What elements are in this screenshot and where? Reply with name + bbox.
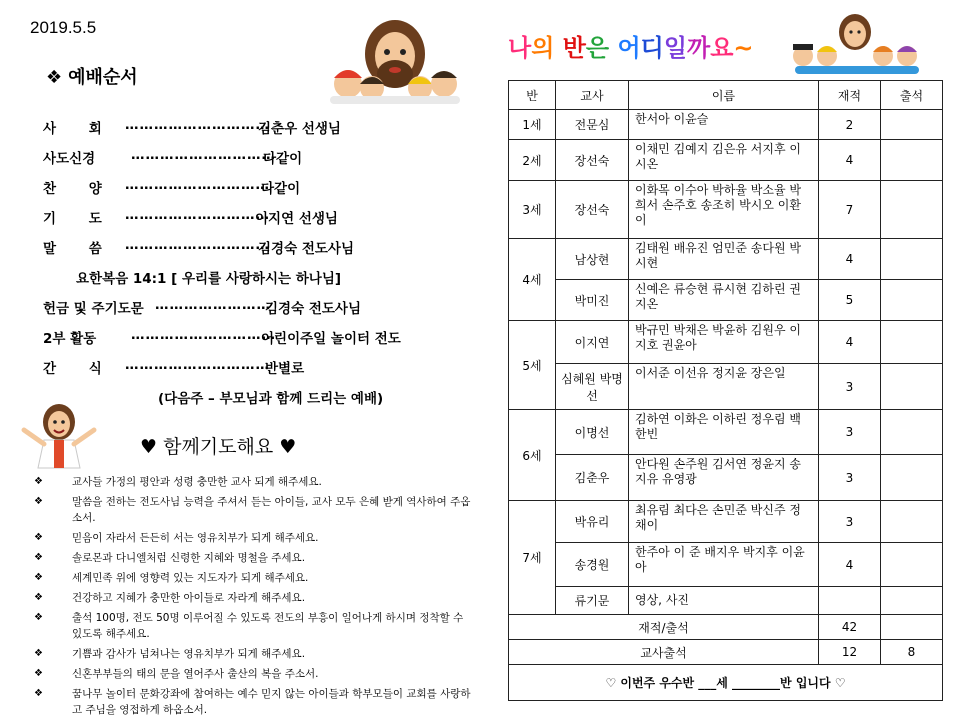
title-char: 일 <box>663 34 688 62</box>
names-cell: 최유림 최다은 손민준 박신주 정채이 <box>629 501 819 543</box>
prayer-item <box>34 494 474 526</box>
worship-item-value: 이지연 선생님 <box>255 211 338 227</box>
names-cell: 이서준 이선유 정지윤 장은일 <box>629 364 819 410</box>
total-attendance[interactable] <box>881 615 943 640</box>
names-cell: 영상, 사진 <box>629 587 819 615</box>
worship-item-value: 김춘우 선생님 <box>258 121 341 137</box>
teacher-cell: 박유리 <box>556 501 629 543</box>
table-row <box>509 587 943 615</box>
bullet-icon: ❖ <box>34 592 43 603</box>
teacher-cell: 장선숙 <box>556 181 629 239</box>
prayer-text: 기쁨과 감사가 넘쳐나는 영유치부가 되게 해주세요. <box>72 648 306 660</box>
teacher-cell: 전문심 <box>556 110 629 140</box>
worship-item-label: 기 도 <box>43 211 116 227</box>
class-cell: 6세 <box>509 410 556 501</box>
table-row <box>509 543 943 587</box>
worship-item-value: 다같이 <box>263 151 303 167</box>
attendance-cell[interactable] <box>881 239 943 280</box>
enrolled-cell: 2 <box>819 110 881 140</box>
names-cell: 이채민 김예지 김은유 서지후 이시온 <box>629 140 819 181</box>
header-names: 이름 <box>629 81 819 110</box>
prayer-text: 교사들 가정의 평안과 성령 충만한 교사 되게 해주세요. <box>72 476 322 488</box>
worship-item-dots: ………………………… <box>125 117 270 133</box>
prayer-text: 세계민족 위에 영향력 있는 지도자가 되게 해주세요. <box>72 572 309 584</box>
title-char: 나 <box>508 34 532 62</box>
bullet-icon: ❖ <box>34 532 43 543</box>
names-cell: 이화목 이수아 박하율 박소율 박희서 손주호 송조히 박시오 이환이 <box>629 181 819 239</box>
enrolled-cell: 3 <box>819 410 881 455</box>
table-row <box>509 364 943 410</box>
worship-item-dots: ………………………… <box>131 147 276 163</box>
bullet-icon: ❖ <box>34 496 43 507</box>
worship-item-value: 반별로 <box>265 361 305 377</box>
names-cell: 안다원 손주원 김서연 정윤지 송지유 유영광 <box>629 455 819 501</box>
enrolled-cell: 7 <box>819 181 881 239</box>
worship-item <box>43 147 423 177</box>
heart-icon: ♥ <box>279 436 297 458</box>
header-enrolled: 재적 <box>819 81 881 110</box>
worship-item-label: 말 씀 <box>43 241 116 257</box>
class-section-title <box>508 28 754 63</box>
worship-order-title <box>46 63 138 89</box>
bullet-icon: ❖ <box>34 476 43 487</box>
header-class: 반 <box>509 81 556 110</box>
worship-item <box>43 207 423 237</box>
bullet-icon: ❖ <box>34 572 43 583</box>
names-cell: 신예은 류승현 류시현 김하린 권지온 <box>629 280 819 321</box>
bullet-icon: ❖ <box>34 668 43 679</box>
teacher-cell: 이지연 <box>556 321 629 364</box>
table-row <box>509 140 943 181</box>
prayer-text: 신혼부부들의 태의 문을 열어주사 출산의 복을 주소서. <box>72 668 319 680</box>
title-char: 디 <box>640 34 664 62</box>
attendance-cell[interactable] <box>881 181 943 239</box>
heart-icon: ♥ <box>140 436 158 458</box>
scripture-text: 요한복음 14:1 [ 우리를 사랑하시는 하나님] <box>76 271 342 287</box>
title-char: 은 <box>585 34 610 62</box>
table-row <box>509 410 943 455</box>
table-row <box>509 501 943 543</box>
table-row <box>509 239 943 280</box>
prayer-item <box>34 550 474 566</box>
enrolled-cell: 4 <box>819 543 881 587</box>
prayer-item <box>34 686 474 718</box>
bullet-icon: ❖ <box>34 552 43 563</box>
attendance-cell[interactable] <box>881 140 943 181</box>
total-enrolled: 42 <box>819 615 881 640</box>
next-week-note: (다음주 – 부모님과 함께 드리는 예배) <box>158 391 384 407</box>
teacher-attendance: 8 <box>881 640 943 665</box>
class-cell: 7세 <box>509 501 556 615</box>
teacher-cell: 장선숙 <box>556 140 629 181</box>
worship-item-dots: ………………………… <box>125 237 270 253</box>
worship-item-label: 간 식 <box>43 361 116 377</box>
title-char: 요 <box>710 34 734 62</box>
attendance-cell <box>881 587 943 615</box>
table-row <box>509 181 943 239</box>
title-char: 의 <box>531 34 555 62</box>
scripture-line <box>43 267 423 297</box>
table-row <box>509 455 943 501</box>
best-class-note: ♡ 이번주 우수반 ___세 ________반 입니다 ♡ <box>509 665 943 701</box>
enrolled-cell: 3 <box>819 501 881 543</box>
prayer-item <box>34 610 474 642</box>
attendance-cell[interactable] <box>881 455 943 501</box>
teacher-attendance-label: 교사출석 <box>509 640 819 665</box>
prayer-list <box>34 474 474 720</box>
teacher-cell: 김춘우 <box>556 455 629 501</box>
worship-item <box>43 357 423 387</box>
total-label: 재적/출석 <box>509 615 819 640</box>
worship-item-value: 김경숙 전도사님 <box>265 301 361 317</box>
attendance-cell[interactable] <box>881 280 943 321</box>
footer-row <box>509 665 943 701</box>
jesus-kids-illustration <box>785 10 925 76</box>
table-row <box>509 321 943 364</box>
teacher-cell: 심혜원 박명선 <box>556 364 629 410</box>
prayer-item <box>34 590 474 606</box>
title-bullet-icon: ❖ <box>46 67 63 88</box>
teacher-cell: 송경원 <box>556 543 629 587</box>
attendance-cell[interactable] <box>881 501 943 543</box>
class-cell: 2세 <box>509 140 556 181</box>
prayer-text: 꿈나무 놀이터 문화강좌에 참여하는 예수 믿지 않는 아이들과 학부모들이 교회를 사랑하고 주님을 영접하게 하옵소서. <box>72 688 471 716</box>
teacher-attendance-row <box>509 640 943 665</box>
attendance-cell[interactable] <box>881 543 943 587</box>
attendance-cell[interactable] <box>881 364 943 410</box>
title-char: 까 <box>687 34 711 62</box>
prayer-text: 출석 100명, 전도 50명 이루어질 수 있도록 전도의 부흥이 일어나게 하시며 정착할 수 있도록 해주세요. <box>72 612 464 640</box>
prayer-item <box>34 570 474 586</box>
worship-item-value: 김경숙 전도사님 <box>258 241 354 257</box>
jesus-cartoon-illustration <box>14 400 104 470</box>
bullet-icon: ❖ <box>34 612 43 623</box>
prayer-title <box>140 432 296 459</box>
title-char <box>609 34 617 62</box>
table-row <box>509 110 943 140</box>
teacher-cell: 박미진 <box>556 280 629 321</box>
title-char <box>554 34 562 62</box>
attendance-cell[interactable] <box>881 110 943 140</box>
title-char: ~ <box>733 34 754 62</box>
names-cell: 김하연 이화은 이하린 정우림 백한빈 <box>629 410 819 455</box>
names-cell: 한주아 이 준 배지우 박지후 이윤아 <box>629 543 819 587</box>
teacher-enrolled: 12 <box>819 640 881 665</box>
names-cell: 박규민 박채은 박윤하 김원우 이지호 권윤아 <box>629 321 819 364</box>
worship-item-dots: …………………… <box>155 297 271 313</box>
date: 2019.5.5 <box>30 18 97 37</box>
worship-item <box>43 237 423 267</box>
enrolled-cell <box>819 587 881 615</box>
bullet-icon: ❖ <box>34 648 43 659</box>
bullet-icon: ❖ <box>34 688 43 699</box>
attendance-cell[interactable] <box>881 410 943 455</box>
worship-item <box>43 177 423 207</box>
enrolled-cell: 4 <box>819 321 881 364</box>
prayer-item <box>34 666 474 682</box>
prayer-text: 건강하고 지혜가 충만한 아이들로 자라게 해주세요. <box>72 592 306 604</box>
worship-item-value: 어린이주일 놀이터 전도 <box>261 331 401 347</box>
prayer-title-text: 함께기도해요 <box>163 436 274 458</box>
title-char: 어 <box>617 34 641 62</box>
enrolled-cell: 4 <box>819 239 881 280</box>
worship-item-label: 헌금 및 주기도문 <box>43 301 144 317</box>
names-cell: 김태원 배유진 엄민준 송다원 박시현 <box>629 239 819 280</box>
worship-item <box>43 327 423 357</box>
prayer-text: 솔로몬과 다니엘처럼 신령한 지혜와 명철을 주세요. <box>72 552 306 564</box>
title-char: 반 <box>562 34 586 62</box>
worship-item-dots: ………………………… <box>125 207 270 223</box>
prayer-item <box>34 646 474 662</box>
enrolled-cell: 4 <box>819 140 881 181</box>
worship-item-label: 찬 양 <box>43 181 116 197</box>
header-teacher: 교사 <box>556 81 629 110</box>
class-table <box>508 80 943 701</box>
enrolled-cell: 3 <box>819 455 881 501</box>
prayer-item <box>34 530 474 546</box>
total-row <box>509 615 943 640</box>
header-attendance: 출석 <box>881 81 943 110</box>
attendance-cell[interactable] <box>881 321 943 364</box>
table-header-row <box>509 81 943 110</box>
worship-item-dots: ………………………… <box>125 177 270 193</box>
table-row <box>509 280 943 321</box>
jesus-children-illustration <box>320 14 470 104</box>
class-cell: 3세 <box>509 181 556 239</box>
worship-item-dots: ………………………… <box>125 357 270 373</box>
worship-item-label: 사 회 <box>43 121 116 137</box>
prayer-item <box>34 474 474 490</box>
worship-item-value: 다같이 <box>261 181 301 197</box>
class-cell: 4세 <box>509 239 556 321</box>
worship-item-label: 사도신경 <box>43 151 96 167</box>
worship-item-dots: ………………………… <box>131 327 276 343</box>
worship-item <box>43 297 423 327</box>
class-cell: 5세 <box>509 321 556 410</box>
enrolled-cell: 3 <box>819 364 881 410</box>
names-cell: 한서아 이윤슬 <box>629 110 819 140</box>
prayer-text: 믿음이 자라서 든든히 서는 영유치부가 되게 해주세요. <box>72 532 319 544</box>
worship-item-label: 2부 활동 <box>43 331 97 347</box>
teacher-cell: 남상현 <box>556 239 629 280</box>
worship-item <box>43 117 423 147</box>
prayer-text: 말씀을 전하는 전도사님 능력을 주셔서 듣는 아이들, 교사 모두 은혜 받게 역사하여 주옵소서. <box>72 496 471 524</box>
class-cell: 1세 <box>509 110 556 140</box>
teacher-cell: 이명선 <box>556 410 629 455</box>
enrolled-cell: 5 <box>819 280 881 321</box>
worship-order-list <box>43 117 423 417</box>
worship-order-title-text: 예배순서 <box>68 67 138 88</box>
teacher-cell: 류기문 <box>556 587 629 615</box>
